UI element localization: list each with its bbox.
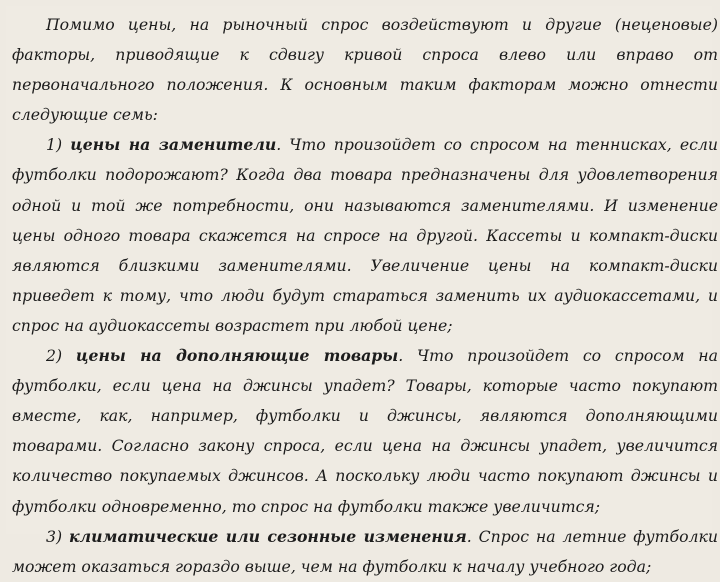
factor-description: . Что произойдет со спросом на футболки, если цена на джинсы упадет? Товары, которые часто покупают вместе, как, например, футболки и джинсы, являются дополняющими товарами. Согласно закону спроса, если цена на джинсы упадет, увеличится количество покупаемых джинсов. А поскольку люди часто покупают джинсы и футболки одновременно, то спрос на футболки также увеличится; bbox=[12, 346, 718, 516]
intro-paragraph bbox=[12, 10, 718, 130]
factor-description: . Что произойдет со спросом на теннисках, если футболки подорожают? Когда два товара предназначены для удовлетворения одной и той же потребности, они называются заменителями. И изменение цены одного товара скажется на спросе на другой. Кассеты и компакт-диски являются близкими заменителями. Увеличение цены на компакт-диски приведет к тому, что люди будут стараться заменить их аудиокассетами, и спрос на аудиокассеты возрастет при любой цене; bbox=[12, 135, 718, 335]
factor-number: 1) bbox=[46, 135, 63, 155]
intro-text: Помимо цены, на рыночный спрос воздействуют и другие (неценовые) факторы, приводящие к сдвигу кривой спроса влево или вправо от первоначального положения. К основным таким факторам можно отнести следующие семь: bbox=[12, 15, 718, 125]
factor-term: цены на заменители bbox=[70, 135, 277, 155]
factor-number: 3) bbox=[46, 526, 63, 546]
factor-term: климатические или сезонные изменения bbox=[69, 526, 467, 546]
factor-description: . Спрос на летние футболки может оказаться гораздо выше, чем на футболки к началу учебного года; bbox=[12, 526, 718, 576]
factor-item-substitutes bbox=[12, 130, 718, 341]
factor-term: цены на дополняющие товары bbox=[75, 346, 399, 366]
factor-item-seasonal bbox=[12, 522, 718, 582]
factor-number: 2) bbox=[46, 346, 63, 366]
factor-item-complements bbox=[12, 341, 718, 522]
slide bbox=[6, 6, 718, 576]
text-body bbox=[12, 10, 718, 582]
